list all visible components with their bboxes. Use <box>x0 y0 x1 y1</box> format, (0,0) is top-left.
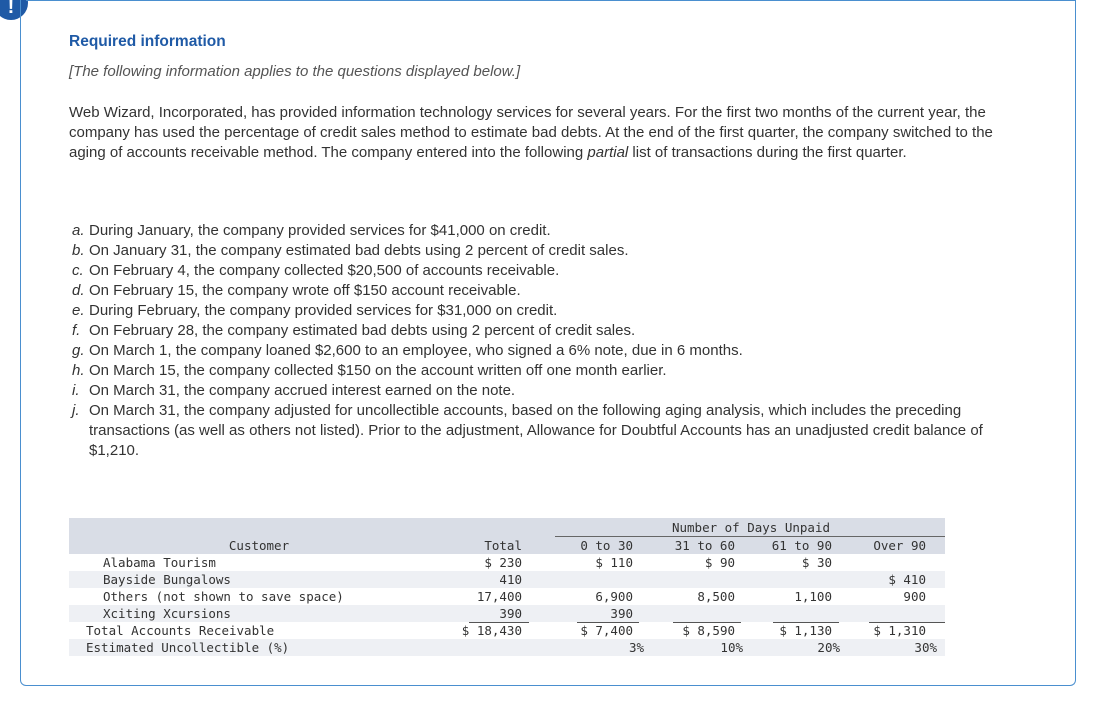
customer-cell: Xciting Xcursions <box>103 606 231 621</box>
d31-60-cell <box>659 571 735 588</box>
transaction-letter: g. <box>72 342 85 359</box>
days-unpaid-header: Number of Days Unpaid <box>671 520 831 535</box>
transaction-list <box>72 221 1022 461</box>
table-row <box>69 605 945 622</box>
transaction-item <box>72 381 1022 401</box>
transaction-text: On March 1, the company loaned $2,600 to an employee, who signed a 6% note, due in 6 months. <box>89 342 743 359</box>
transaction-letter: d. <box>72 282 85 299</box>
transaction-item <box>72 261 1022 281</box>
d61-90-cell <box>759 571 832 588</box>
transaction-text: On February 28, the company estimated bad debts using 2 percent of credit sales. <box>89 322 636 339</box>
intro-paragraph <box>69 103 1029 163</box>
total-cell: 390 <box>499 606 522 621</box>
total-cell: 410 <box>499 572 522 587</box>
transaction-letter: e. <box>72 302 85 319</box>
alert-icon: ! <box>0 0 28 20</box>
transaction-item <box>72 241 1022 261</box>
d61-90-cell <box>759 605 832 622</box>
d31-60-cell: 8,500 <box>697 589 735 604</box>
d0-30-cell: 390 <box>610 606 633 621</box>
over90-header: Over 90 <box>873 538 926 553</box>
d0-30-header: 0 to 30 <box>580 538 633 553</box>
d31-60-cell: $ 90 <box>704 555 735 570</box>
customer-cell: Alabama Tourism <box>103 555 216 570</box>
intro-tail: list of transactions during the first quarter. <box>628 144 907 161</box>
d31-60-cell: 10% <box>720 640 743 655</box>
transaction-text: On January 31, the company estimated bad debts using 2 percent of credit sales. <box>89 242 629 259</box>
intro-emphasis: partial <box>587 144 629 161</box>
over90-cell: $ 410 <box>888 572 926 587</box>
total-cell: 17,400 <box>476 589 522 604</box>
table-row <box>69 554 945 571</box>
customer-cell: Bayside Bungalows <box>103 572 231 587</box>
d0-30-cell: 3% <box>628 640 644 655</box>
d61-90-cell: $ 30 <box>801 555 832 570</box>
d61-90-header: 61 to 90 <box>771 538 832 553</box>
transaction-letter: h. <box>72 362 85 379</box>
d61-90-cell: 1,100 <box>794 589 832 604</box>
transaction-text: On March 31, the company accrued interest earned on the note. <box>89 382 516 399</box>
transaction-letter: f. <box>72 322 81 339</box>
transaction-item <box>72 301 1022 321</box>
over90-cell <box>859 605 926 622</box>
table-row <box>69 571 945 588</box>
transaction-item <box>72 221 1022 241</box>
transaction-text: During February, the company provided services for $31,000 on credit. <box>89 302 558 319</box>
estimated-uncollectible-label: Estimated Uncollectible (%) <box>86 640 290 655</box>
d61-90-cell: 20% <box>817 640 840 655</box>
transaction-letter: i. <box>72 382 80 399</box>
transaction-letter: j. <box>72 402 80 419</box>
transaction-text: On February 4, the company collected $20,500 of accounts receivable. <box>89 262 560 279</box>
over90-cell: $ 1,310 <box>873 623 926 638</box>
aging-header-row <box>69 537 945 554</box>
estimated-uncollectible-row <box>69 639 945 656</box>
transaction-letter: c. <box>72 262 84 279</box>
customer-header: Customer <box>228 538 290 553</box>
total-cell: $ 230 <box>484 555 522 570</box>
total-cell: $ 18,430 <box>461 623 522 638</box>
transaction-letter: b. <box>72 242 85 259</box>
applies-note: [The following information applies to the questions displayed below.] <box>69 63 521 80</box>
d31-60-cell <box>659 605 735 622</box>
over90-cell: 30% <box>914 640 937 655</box>
intro-main: Web Wizard, Incorporated, has provided information technology services for several years. For the first two months of the current year, the company has used the percentage of credit sales method to estimate bad debts. At the end of the first quarter, the company switched to the aging of accounts receivable method. The company entered into the following <box>69 104 993 161</box>
transaction-item <box>72 321 1022 341</box>
over90-cell: 900 <box>903 589 926 604</box>
total-receivable-row <box>69 622 945 639</box>
d0-30-cell: 6,900 <box>595 589 633 604</box>
transaction-letter: a. <box>72 222 85 239</box>
required-info-heading: Required information <box>69 33 226 50</box>
d31-60-header: 31 to 60 <box>674 538 735 553</box>
transaction-text: On February 15, the company wrote off $150 account receivable. <box>89 282 521 299</box>
d0-30-cell: $ 7,400 <box>580 623 633 638</box>
d31-60-cell: $ 8,590 <box>682 623 735 638</box>
d0-30-cell <box>559 571 633 588</box>
transaction-text: On March 31, the company adjusted for uncollectible accounts, based on the following aging analysis, which includes the preceding transactions (as well as others not listed). Prior to the adjustment, Allowance for Doubtful Accounts has an unadjusted credit balance of $1,210. <box>89 402 983 459</box>
d61-90-cell: $ 1,130 <box>779 623 832 638</box>
transaction-item <box>72 281 1022 301</box>
total-receivable-label: Total Accounts Receivable <box>86 623 275 638</box>
transaction-text: On March 15, the company collected $150 on the account written off one month earlier. <box>89 362 667 379</box>
transaction-item <box>72 361 1022 381</box>
customer-cell: Others (not shown to save space) <box>103 589 344 604</box>
transaction-text: During January, the company provided services for $41,000 on credit. <box>89 222 551 239</box>
transaction-item <box>72 341 1022 361</box>
over90-cell <box>859 554 926 571</box>
aging-group-header-row <box>69 519 945 536</box>
total-header: Total <box>484 538 522 553</box>
transaction-item <box>72 401 1022 461</box>
d0-30-cell: $ 110 <box>595 555 633 570</box>
table-row <box>69 588 945 605</box>
